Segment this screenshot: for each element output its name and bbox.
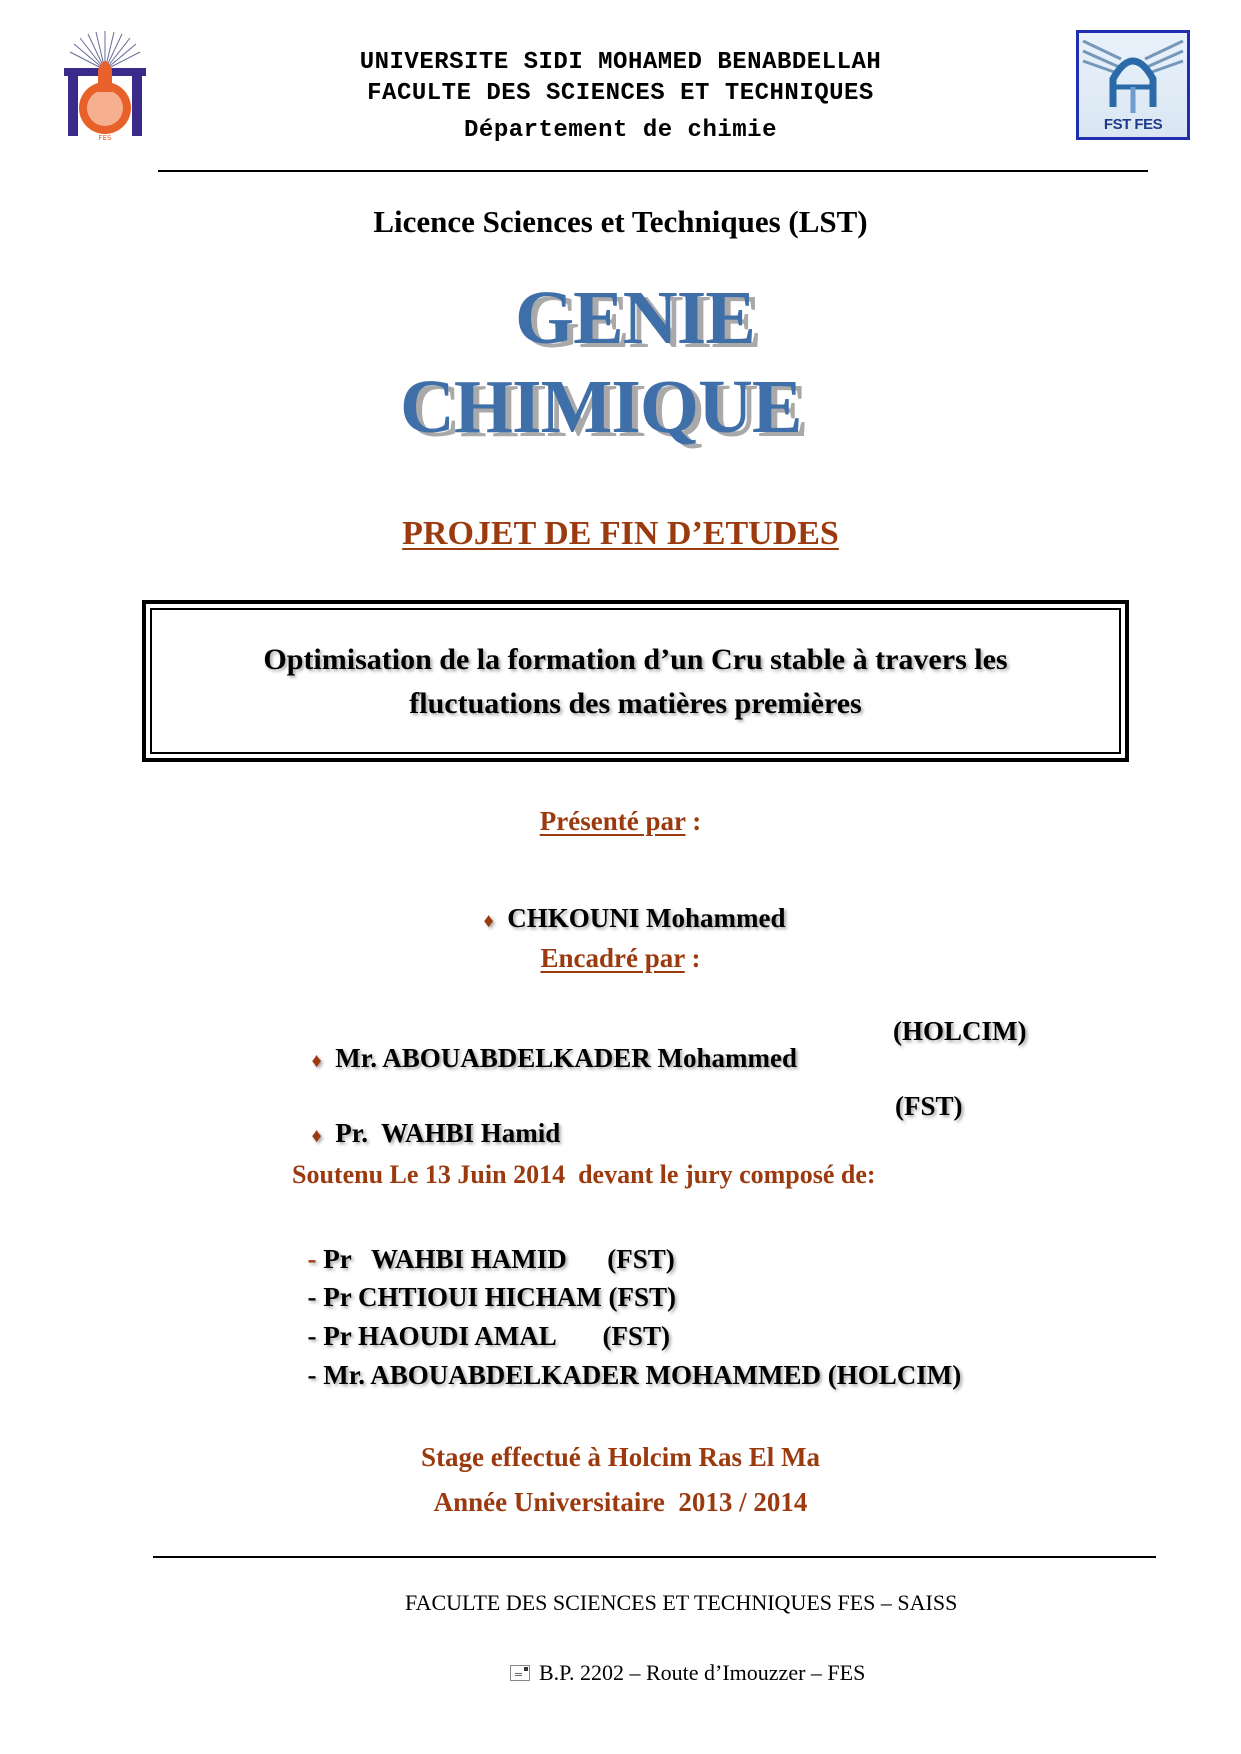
jury-member-text: Pr HAOUDI AMAL (FST) xyxy=(316,1321,671,1351)
department-name: Département de chimie xyxy=(464,117,777,144)
supervisor-name: Mr. ABOUABDELKADER Mohammed xyxy=(335,1043,797,1073)
footer-divider xyxy=(153,1556,1156,1558)
footer-address-text: B.P. 2202 – Route d’Imouzzer – FES xyxy=(539,1660,866,1685)
jury-dash: - xyxy=(307,1282,317,1312)
university-name: UNIVERSITE SIDI MOHAMED BENABDELLAH xyxy=(359,49,882,76)
jury-dash: - xyxy=(307,1244,317,1274)
diamond-bullet-icon: ♦ xyxy=(311,1050,322,1072)
footer-institution: FACULTE DES SCIENCES ET TECHNIQUES FES – SAISS xyxy=(405,1590,958,1615)
supervisor-affiliation: (HOLCIM) xyxy=(893,1016,1027,1046)
jury-member-text: Mr. ABOUABDELKADER MOHAMMED (HOLCIM) xyxy=(316,1360,962,1390)
major-title-line1: GENIE xyxy=(515,276,755,360)
thesis-title-line1: Optimisation de la formation d’un Cru stable à travers les xyxy=(263,643,1008,676)
defense-intro: Soutenu Le 13 Juin 2014 devant le jury composé de: xyxy=(292,1160,876,1189)
supervised-by-colon: : xyxy=(684,943,701,973)
svg-text:FES: FES xyxy=(98,134,112,142)
supervisor-affiliation: (FST) xyxy=(895,1091,963,1121)
presented-by-colon: : xyxy=(685,806,702,836)
document-type-label: PROJET DE FIN D’ETUDES xyxy=(402,515,839,552)
supervised-by-label: Encadré par xyxy=(540,943,685,973)
diamond-bullet-icon: ♦ xyxy=(483,910,494,932)
presented-by-heading xyxy=(0,808,1241,835)
faculty-name: FACULTE DES SCIENCES ET TECHNIQUES xyxy=(367,80,874,107)
diamond-bullet-icon: ♦ xyxy=(311,1125,322,1147)
major-title-line2: CHIMIQUE xyxy=(400,365,802,449)
student-name: CHKOUNI Mohammed xyxy=(507,903,786,933)
header-divider xyxy=(158,170,1148,172)
jury-member-text: Pr WAHBI HAMID (FST) xyxy=(316,1244,675,1274)
thesis-title-box xyxy=(142,600,1129,762)
supervised-by-heading xyxy=(0,945,1241,972)
supervisor-row xyxy=(298,1018,797,1072)
supervisor-row xyxy=(298,1093,560,1147)
jury-member-text: Pr CHTIOUI HICHAM (FST) xyxy=(316,1282,677,1312)
fst-fes-logo-label: FST FES xyxy=(1103,116,1163,133)
academic-year: Année Universitaire 2013 / 2014 xyxy=(433,1487,808,1517)
internship-location: Stage effectué à Holcim Ras El Ma xyxy=(421,1442,820,1472)
student-row xyxy=(470,878,785,932)
thesis-title-line2: fluctuations des matières premières xyxy=(409,687,862,720)
jury-member xyxy=(294,1335,961,1389)
footer-address xyxy=(510,1662,865,1684)
presented-by-label: Présenté par xyxy=(539,806,686,836)
supervisor-name: Pr. WAHBI Hamid xyxy=(335,1118,561,1148)
program-title: Licence Sciences et Techniques (LST) xyxy=(373,204,868,239)
envelope-icon xyxy=(510,1665,530,1681)
jury-dash: - xyxy=(307,1360,317,1390)
document-type xyxy=(0,517,1241,551)
jury-dash: - xyxy=(307,1321,317,1351)
